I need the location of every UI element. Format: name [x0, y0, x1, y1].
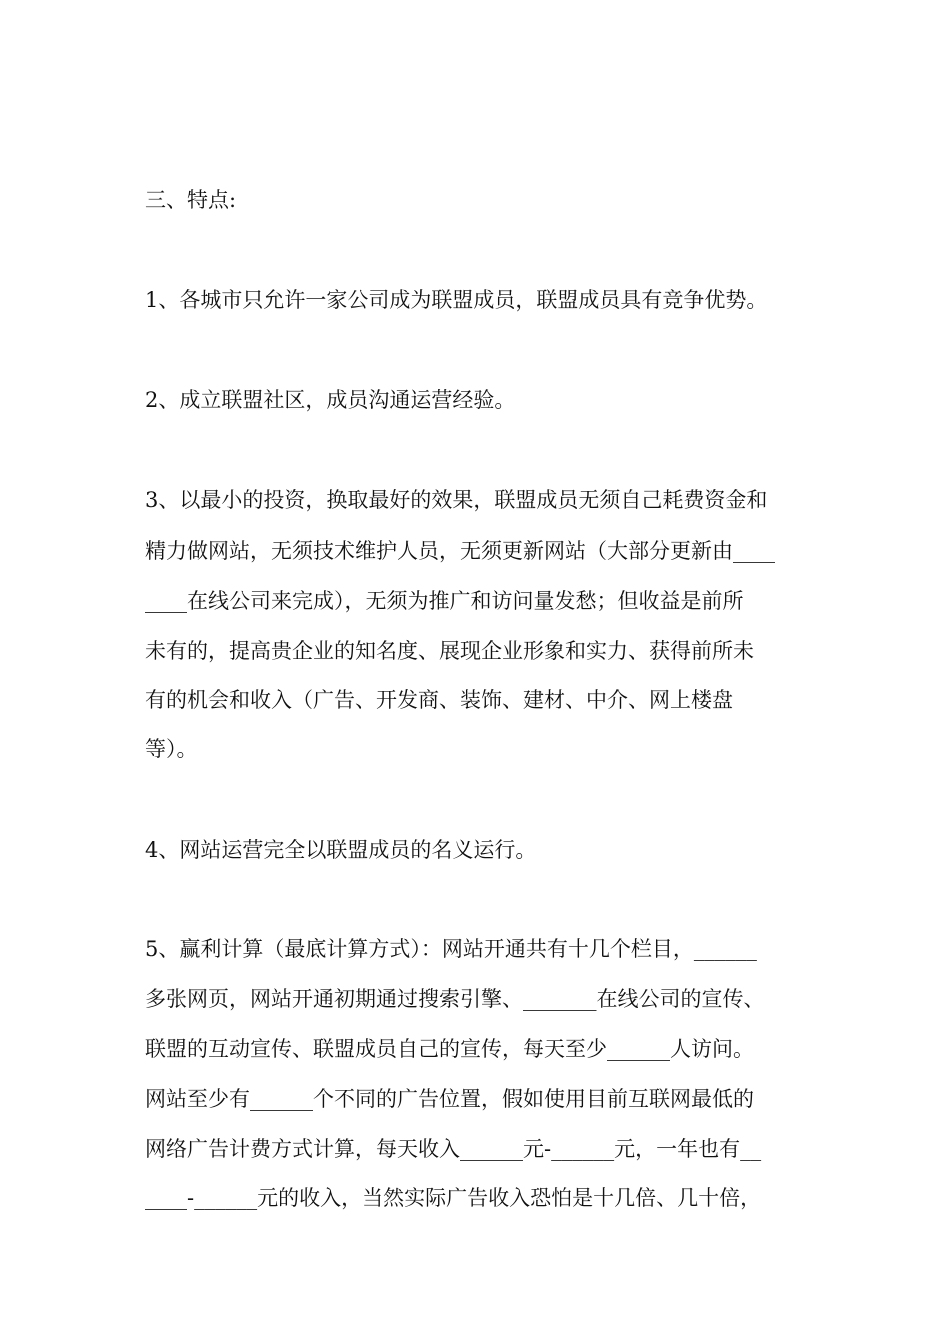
paragraph-item-2: 2、成立联盟社区，成员沟通运营经验。 — [145, 388, 516, 412]
paragraph-line: 网络广告计费方式计算，每天收入______元-______元，一年也有__ — [145, 1137, 762, 1161]
paragraph-line: 多张网页，网站开通初期通过搜索引擎、_______在线公司的宣传、 — [145, 987, 765, 1011]
paragraph-line: ____在线公司来完成），无须为推广和访问量发愁；但收益是前所 — [145, 589, 744, 613]
paragraph-line: 精力做网站，无须技术维护人员，无须更新网站（大部分更新由____ — [145, 539, 775, 563]
paragraph-item-1: 1、各城市只允许一家公司成为联盟成员，联盟成员具有竞争优势。 — [145, 288, 768, 312]
section-heading: 三、特点: — [145, 188, 237, 212]
paragraph-line: 网站至少有______个不同的广告位置，假如使用目前互联网最低的 — [145, 1087, 754, 1111]
paragraph-line: 等）。 — [145, 737, 198, 761]
paragraph-line: ____-______元的收入，当然实际广告收入恐怕是十几倍、几十倍， — [145, 1186, 762, 1210]
paragraph-item-4: 4、网站运营完全以联盟成员的名义运行。 — [145, 838, 537, 862]
paragraph-line: 未有的，提高贵企业的知名度、展现企业形象和实力、获得前所未 — [145, 639, 754, 663]
paragraph-line: 有的机会和收入（广告、开发商、装饰、建材、中介、网上楼盘 — [145, 688, 733, 712]
paragraph-line: 5、赢利计算（最底计算方式）：网站开通共有十几个栏目，______ — [145, 937, 757, 961]
paragraph-line: 3、以最小的投资，换取最好的效果，联盟成员无须自己耗费资金和 — [145, 488, 768, 512]
paragraph-line: 联盟的互动宣传、联盟成员自己的宣传，每天至少______人访问。 — [145, 1037, 754, 1061]
